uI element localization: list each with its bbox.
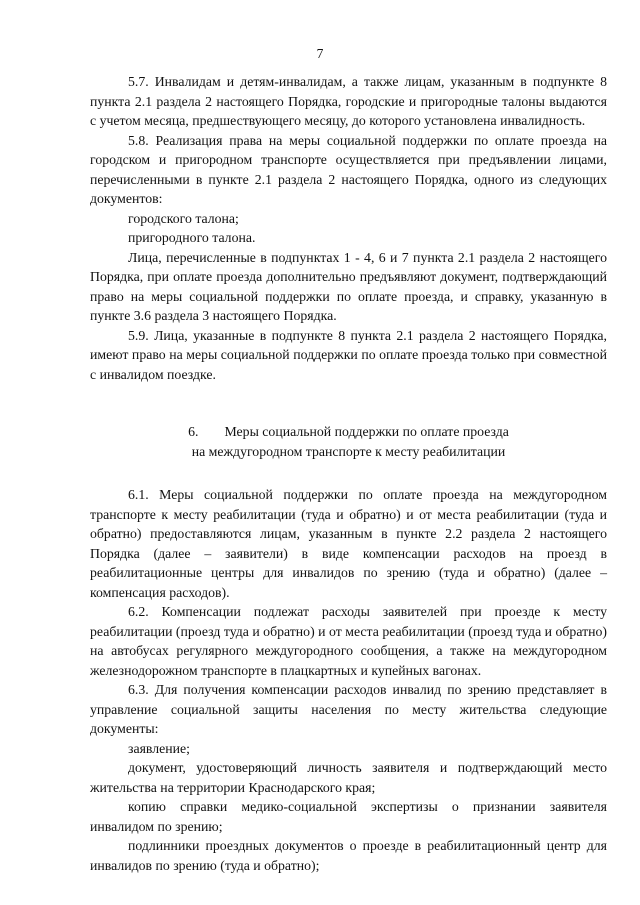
paragraph-6-2: 6.2. Компенсации подлежат расходы заявителей при проезде к месту реабилитации (проезд туда и обратно) и от места реабилитации (проезд туда и обратно) на автобусах регулярного междугородного сообщения, а также на междугородном железнодорожном транспорте в плацкартных и купейных вагонах.: [90, 604, 607, 678]
section-title-line2: на междугородном транспорте к месту реабилитации: [191, 443, 506, 459]
page-number: 7: [316, 46, 324, 61]
page-content: [90, 72, 607, 875]
paragraph-additional-documents: Лица, перечисленные в подпунктах 1 - 4, 6 и 7 пункта 2.1 раздела 2 настоящего Порядка, при оплате проезда дополнительно предъявляют документ, подтверждающий право на меры социальной поддержки по оплате проезда, и справку, указанную в пункте 3.6 раздела 3 настоящего Порядка.: [90, 249, 607, 323]
section-heading: [90, 422, 607, 442]
list-item: подлинники проездных документов о проезде в реабилитационный центр для инвалидов по зрению (туда и обратно);: [90, 838, 607, 873]
section-title-line1: Меры социальной поддержки по оплате проезда: [224, 424, 509, 439]
paragraph-6-1: 6.1. Меры социальной поддержки по оплате проезда на междугородном транспорте к месту реабилитации (туда и обратно) и от места реабилитации (туда и обратно) предоставляются лицам, указанным в пункте 2.2 раздела 2 настоящего Порядка (далее – заявители) в виде компенсации расходов на проезд в реабилитационные центры для инвалидов по зрению (туда и обратно) (далее – компенсация расходов).: [90, 487, 607, 600]
paragraph-6-3: 6.3. Для получения компенсации расходов инвалид по зрению представляет в управление социальной защиты населения по месту жительства следующие документы:: [90, 682, 607, 736]
list-item: заявление;: [128, 740, 190, 756]
paragraph-5-9: 5.9. Лица, указанные в подпункте 8 пункта 2.1 раздела 2 настоящего Порядка, имеют право на меры социальной поддержки по оплате проезда только при совместной с инвалидом поездке.: [90, 327, 607, 382]
list-item: копию справки медико-социальной экспертизы о признании заявителя инвалидом по зрению;: [90, 799, 607, 834]
section-number: 6.: [188, 424, 199, 439]
list-item: городского талона;: [128, 210, 239, 226]
list-item: пригородного талона.: [128, 230, 256, 245]
paragraph-5-7: 5.7. Инвалидам и детям-инвалидам, а также лицам, указанным в подпункте 8 пункта 2.1 раздела 2 настоящего Порядка, городские и пригородные талоны выдаются с учетом месяца, предшествующего месяцу, до которого установлена инвалидность.: [90, 74, 607, 128]
paragraph-5-8: 5.8. Реализация права на меры социальной поддержки по оплате проезда на городском и пригородном транспорте осуществляется при предъявлении лицами, перечисленными в пункте 2.1 раздела 2 настоящего Порядка, одного из следующих документов:: [90, 132, 607, 206]
list-item: документ, удостоверяющий личность заявителя и подтверждающий место жительства на территории Краснодарского края;: [90, 760, 607, 795]
